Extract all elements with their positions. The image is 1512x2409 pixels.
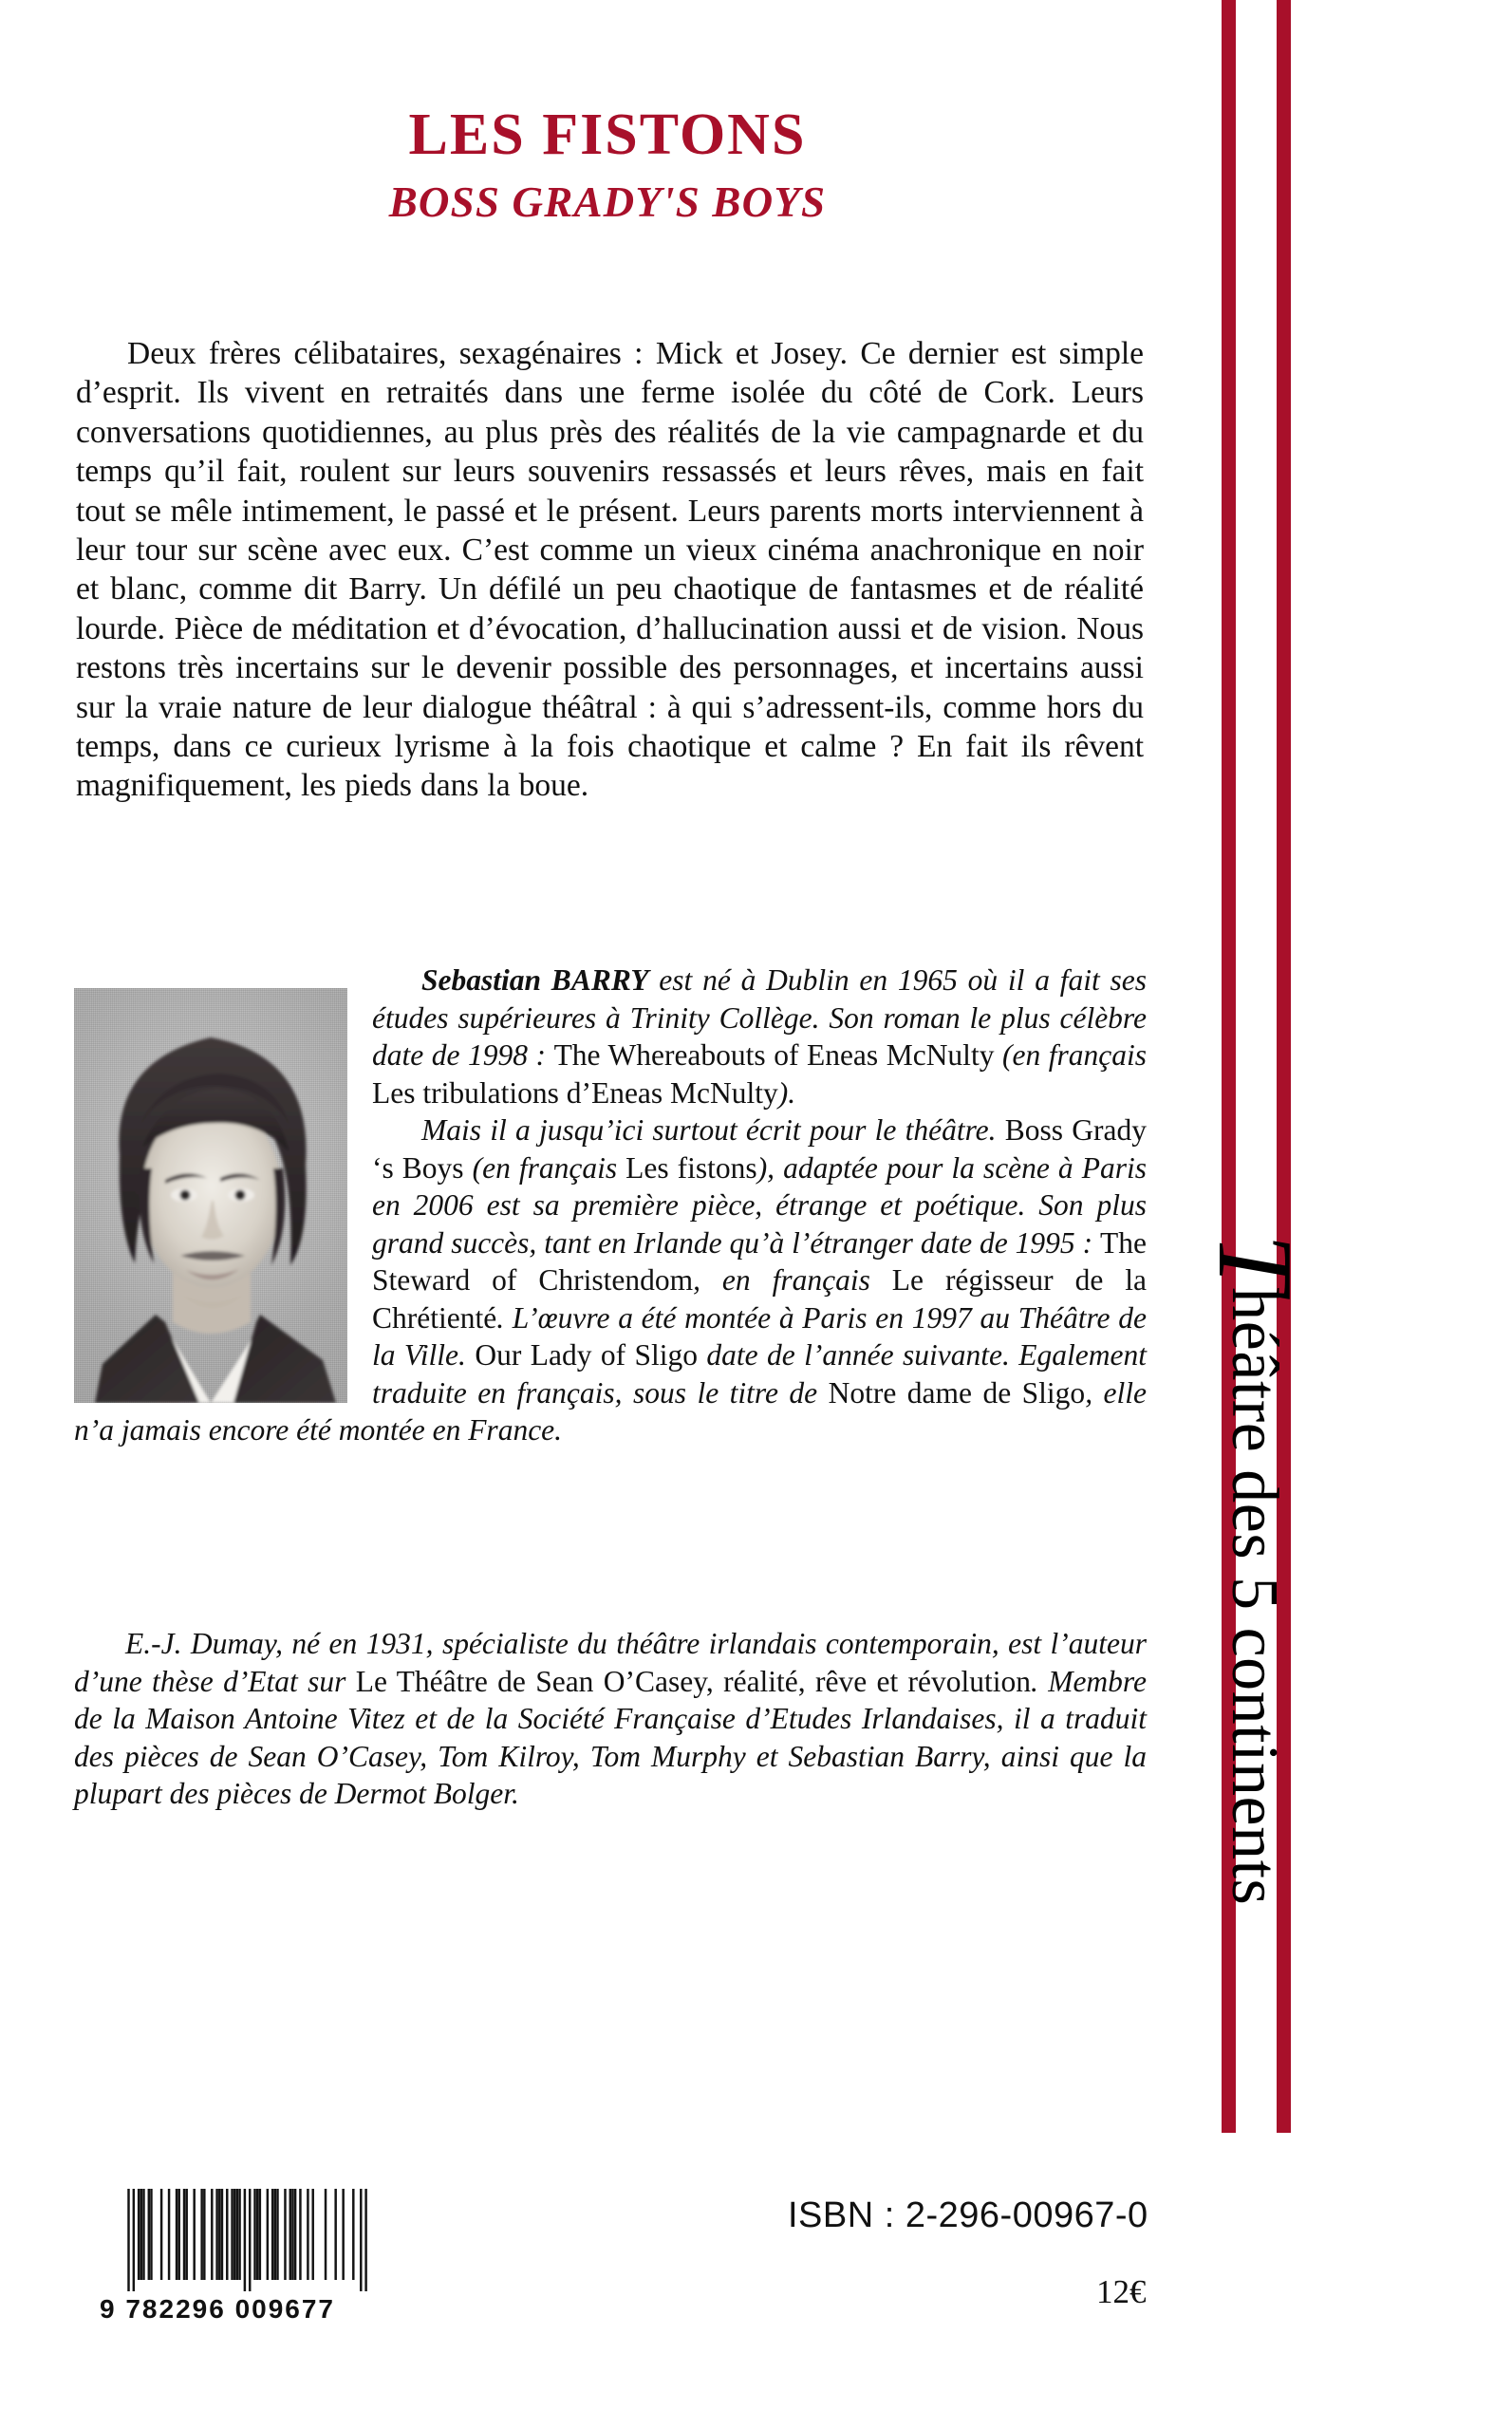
- translator-paragraph: [74, 1625, 1147, 1813]
- bio-p2-f: date de l’année suivante. Egalement traduite en français, sous le titre de: [372, 1338, 1147, 1410]
- bio-p2-e: . L’œuvre a été montée à Paris en 1997 au Théâtre de la Ville.: [372, 1300, 1147, 1372]
- portrait-illustration: [74, 988, 347, 1403]
- bio-p2-title6: Notre dame de Sligo: [828, 1375, 1086, 1410]
- bio-p2-title1: Boss Grady ‘s Boys: [372, 1113, 1147, 1185]
- spine-initial: T: [1196, 1234, 1314, 1288]
- bio-p2-g: , elle n’a jamais encore été montée en France.: [74, 1375, 1147, 1447]
- page-subtitle: BOSS GRADY'S BOYS: [388, 178, 827, 227]
- synopsis-paragraph: Deux frères célibataires, sexagénaires : Mick et Josey. Ce dernier est simple d’esprit. Ils vivent en retraités dans une ferme isolée du côté de Cork. Leurs conversations quotidiennes, au plus près des réalités de la vie campagnarde et du temps qu’il fait, roulent sur leurs souvenirs ressassés et leurs rêves, mais en fait tout se mêle intimement, le passé et le présent. Leurs parents morts interviennent à leur tour sur scène avec eux. C’est comme un vieux cinéma anachronique en noir et blanc, comme dit Barry. Un défilé un peu chaotique de fantasmes et de réalité lourde. Pièce de méditation et d’évocation, d’hallucination aussi et de vision. Nous restons très incertains sur le devenir possible des personnages, et incertains aussi sur la vraie nature de leur dialogue théâtral : à qui s’adressent-ils, comme hors du temps, dans ce curieux lyrisme à la fois chaotique et calme ? En fait ils rêvent magnifiquement, les pieds dans la boue.: [76, 336, 1144, 804]
- isbn-text: ISBN : 2-296-00967-0: [788, 2195, 1148, 2235]
- translator-b: . Membre de la Maison Antoine Vitez et de la Société Française d’Etudes Irlandaises, il a traduit des pièces de Sean O’Casey, Tom Kilroy, Tom Murphy et Sebastian Barry, ainsi que la plupart des pièces de Dermot Bolger.: [74, 1664, 1147, 1810]
- translator-title: Le Théâtre de Sean O’Casey, réalité, rêve et révolution: [355, 1664, 1032, 1698]
- translator-a: E.-J. Dumay, né en 1931, spécialiste du théâtre irlandais contemporain, est l’auteur d’une thèse d’Etat sur: [74, 1627, 1147, 1698]
- bio-p1-b: (en français: [994, 1038, 1147, 1072]
- bio-p2-a: Mais il a jusqu’ici surtout écrit pour le théâtre.: [421, 1113, 1005, 1147]
- barcode-number: 9 782296 009677: [100, 2294, 335, 2324]
- bio-p1-title1: The Whereabouts of Eneas McNulty: [553, 1038, 995, 1072]
- author-name: Sebastian BARRY: [421, 963, 649, 997]
- barcode-bars: [100, 2183, 375, 2295]
- collection-spine-text: [1196, 1234, 1314, 2183]
- bio-p2-d: , en français: [693, 1263, 892, 1297]
- barcode: [100, 2183, 375, 2325]
- bio-p2-title5: Our Lady of Sligo: [475, 1338, 699, 1372]
- title-block: [57, 104, 1158, 227]
- price-text: 12€: [1096, 2273, 1147, 2310]
- bio-p2-title2: Les fistons: [625, 1150, 757, 1185]
- bio-p2-title3: The Steward of Christendom: [372, 1225, 1147, 1297]
- bio-p1-a: est né à Dublin en 1965 où il a fait ses études supérieures à Trinity Collège. Son roman le plus célèbre date de 1998 :: [372, 963, 1148, 1072]
- bio-p1-c: ).: [777, 1075, 796, 1110]
- spine-rest: héâtre des 5 continents: [1218, 1287, 1291, 1906]
- bio-p2-c: ), adaptée pour la scène à Paris en 2006 est sa première pièce, étrange et poétique. Son plus grand succès, tant en Irlande qu’à l’étranger date de 1995 :: [372, 1150, 1147, 1260]
- author-photo: [74, 988, 347, 1403]
- bio-p2-b: (en français: [463, 1150, 626, 1185]
- page-title: LES FISTONS: [408, 103, 807, 167]
- bio-p1-title2: Les tribulations d’Eneas McNulty: [372, 1075, 778, 1110]
- author-bio-block: [74, 962, 1147, 1449]
- bio-p2-title4: Le régisseur de la Chrétienté: [372, 1263, 1147, 1335]
